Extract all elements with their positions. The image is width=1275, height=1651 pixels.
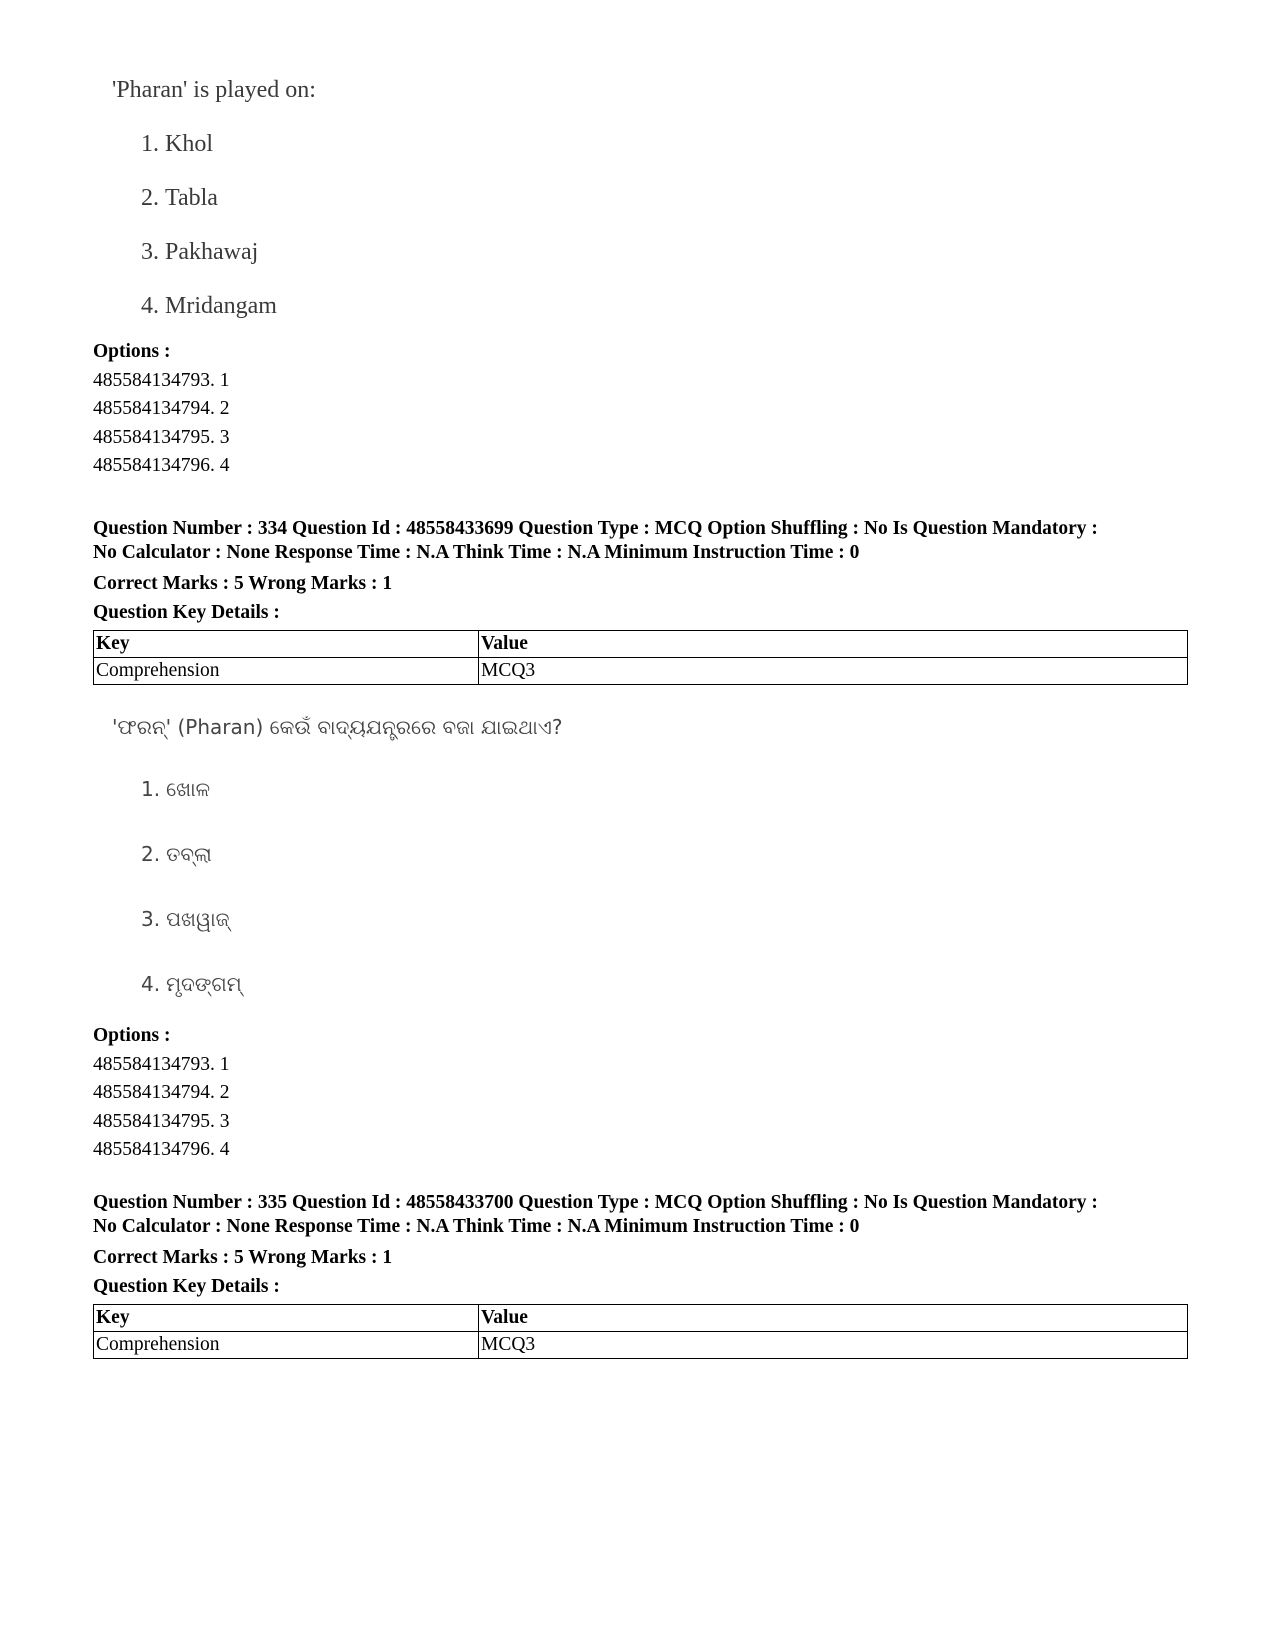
option-line: 485584134794. 2: [93, 398, 230, 419]
key-details-table: [93, 630, 1188, 685]
question-stem: 'Pharan' is played on:: [112, 77, 316, 103]
table-header-cell: Value: [479, 631, 1188, 658]
option-line: 485584134795. 3: [93, 1110, 230, 1132]
table-header-cell: Value: [479, 1305, 1188, 1332]
table-header-row: [94, 631, 1188, 658]
table-header-row: [94, 1305, 1188, 1332]
table-header-cell: Key: [94, 1305, 479, 1332]
marks-line: Correct Marks : 5 Wrong Marks : 1: [93, 1247, 393, 1268]
options-label: Options :: [93, 341, 171, 362]
option-line: 485584134793. 1: [93, 369, 230, 391]
option-line: 485584134796. 4: [93, 1139, 230, 1160]
table-row: [94, 658, 1188, 685]
table-cell: Comprehension: [94, 1332, 479, 1359]
choice-item: 2. ତବ୍ଲା: [141, 842, 212, 866]
option-line: 485584134796. 4: [93, 455, 230, 476]
key-details-label: Question Key Details :: [93, 602, 280, 623]
table-header-cell: Key: [94, 631, 479, 658]
table-cell: MCQ3: [479, 658, 1188, 685]
question-metadata-334: [93, 517, 1188, 685]
choice-item: 3. ପଖୱାଜ୍: [141, 907, 230, 931]
option-line: 485584134794. 2: [93, 1082, 230, 1103]
table-row: [94, 1332, 1188, 1359]
key-details-label: Question Key Details :: [93, 1276, 280, 1297]
choice-item: 4. ମୃଦଙ୍ଗମ୍: [141, 972, 242, 996]
question-image-odia: [112, 709, 672, 1031]
choice-item: 3. Pakhawaj: [141, 239, 259, 265]
options-block: [93, 1022, 1188, 1165]
table-cell: MCQ3: [479, 1332, 1188, 1359]
question-meta-line: Question Number : 334 Question Id : 48558433699 Question Type : MCQ Option Shuffling : No Is Question Mandatory :: [93, 518, 1098, 539]
question-meta-line: No Calculator : None Response Time : N.A Think Time : N.A Minimum Instruction Time : 0: [93, 1216, 860, 1237]
question-image-english: [112, 72, 612, 342]
choice-item: 1. Khol: [141, 131, 213, 157]
question-stem: 'ଫରନ୍' (Pharan) କେଉଁ ବାଦ୍ୟଯନ୍ତ୍ରରେ ବଜା ଯାଇଥାଏ?: [112, 715, 563, 739]
choice-list: [112, 771, 672, 1002]
options-label: Options :: [93, 1025, 171, 1046]
question-meta-line: Question Number : 335 Question Id : 48558433700 Question Type : MCQ Option Shuffling : No Is Question Mandatory :: [93, 1192, 1098, 1213]
table-cell: Comprehension: [94, 658, 479, 685]
choice-item: 1. ଖୋଳ: [141, 777, 211, 801]
choice-list: [112, 126, 612, 324]
marks-line: Correct Marks : 5 Wrong Marks : 1: [93, 573, 393, 594]
option-line: 485584134795. 3: [93, 426, 230, 448]
choice-item: 2. Tabla: [141, 185, 218, 211]
choice-item: 4. Mridangam: [141, 293, 277, 319]
option-line: 485584134793. 1: [93, 1053, 230, 1075]
options-block: [93, 338, 1188, 481]
key-details-table: [93, 1304, 1188, 1359]
question-metadata-335: [93, 1191, 1188, 1359]
question-meta-line: No Calculator : None Response Time : N.A Think Time : N.A Minimum Instruction Time : 0: [93, 542, 860, 563]
